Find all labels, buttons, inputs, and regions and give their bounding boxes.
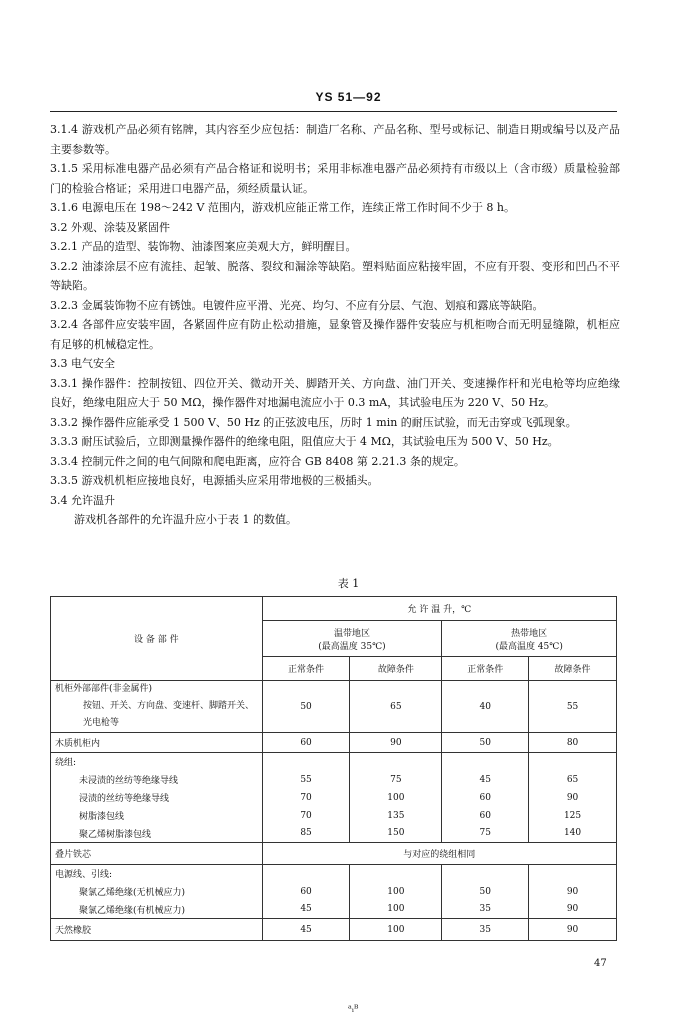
table-row: [51, 919, 617, 941]
cell-value: 65: [529, 771, 617, 789]
row-label: 聚氯乙烯绝缘(有机械应力): [51, 901, 263, 919]
cell-value: 90: [529, 789, 617, 807]
header-temperate-title: 温带地区: [333, 628, 370, 639]
cell-value: 65: [350, 681, 442, 733]
clause-3-1-6: 3.1.6 电源电压在 198～242 V 范围内，游戏机应能正常工作，连续正常工作时间不少于 8 h。: [50, 201, 515, 214]
cell-value: 100: [350, 901, 442, 919]
table-row: [51, 825, 617, 843]
row-label: 电源线、引线:: [51, 865, 263, 883]
row-label: 叠片铁芯: [51, 843, 263, 865]
row-subtitle: 按钮、开关、方向盘、变速杆、脚踏开关、光电枪等: [83, 701, 255, 728]
row-label: 浸渍的丝纺等绝缘导线: [51, 789, 263, 807]
table-row: [51, 753, 617, 771]
section-3-2-heading: 3.2 外观、涂装及紧固件: [50, 220, 170, 234]
table-row: [51, 807, 617, 825]
header-divider: [50, 111, 617, 112]
cell-value: 90: [350, 733, 442, 753]
document-header: YS 51—92: [315, 90, 382, 104]
table-row: [51, 771, 617, 789]
clause-3-1-5: 3.1.5 采用标准电器产品必须有产品合格证和说明书；采用非标准电器产品必须持有市级以上（含市级）质量检验部门的检验合格证；采用进口电器产品，须经质量认证。: [50, 162, 620, 195]
cell-value: 100: [350, 883, 442, 901]
row-label: 聚氯乙烯绝缘(无机械应力): [51, 883, 263, 901]
clause-3-3-3: 3.3.3 耐压试验后，立即测量操作器件的绝缘电阻，阻值应大于 4 MΩ，其试验电压为 500 V、50 Hz。: [50, 435, 559, 448]
cell-value: 75: [350, 771, 442, 789]
header-temperate: [262, 621, 442, 657]
header-allowed-rise: 允 许 温 升，℃: [262, 597, 616, 621]
temperature-rise-table: [50, 596, 617, 941]
cell-value: 45: [442, 771, 529, 789]
cell-value: 75: [442, 825, 529, 843]
row-label: 未浸渍的丝纺等绝缘导线: [51, 771, 263, 789]
cell-value: 与对应的绕组相同: [262, 843, 616, 865]
cell-value: 70: [262, 789, 350, 807]
cell-value: 60: [442, 789, 529, 807]
row-label: [51, 681, 263, 733]
clause-3-3-4: 3.3.4 控制元件之间的电气间隙和爬电距离，应符合 GB 8408 第 2.21.3 条的规定。: [50, 454, 465, 468]
header-tropical: [442, 621, 617, 657]
header-tropical-sub: (最高温度 45℃): [495, 641, 563, 652]
table-row: [51, 865, 617, 883]
table-row: [51, 843, 617, 865]
cell-value: 100: [350, 789, 442, 807]
cell-value: 85: [262, 825, 350, 843]
header-fault-tropical: 故障条件: [529, 657, 617, 681]
cell-value: 90: [529, 919, 617, 941]
cell-value: 140: [529, 825, 617, 843]
row-title: 机柜外部部件(非金属件): [55, 684, 153, 694]
table-row: [51, 901, 617, 919]
header-tropical-title: 热带地区: [511, 628, 548, 639]
row-label: 树脂漆包线: [51, 807, 263, 825]
clause-3-3-5: 3.3.5 游戏机机柜应接地良好，电源插头应采用带地极的三极插头。: [50, 474, 379, 487]
clause-3-3-1: 3.3.1 操作器件：控制按钮、四位开关、微动开关、脚踏开关、方向盘、油门开关、变速操作杆和光电枪等均应绝缘良好，绝缘电阻应大于 50 MΩ，操作器件对地漏电流应小于 0.3 mA，其试验电压为 220 V、50 Hz。: [50, 376, 620, 409]
cell-value: 60: [262, 883, 350, 901]
clause-3-4-text: 游戏机各部件的允许温升应小于表 1 的数值。: [74, 513, 297, 526]
cell-value: 35: [442, 901, 529, 919]
table-row: [51, 789, 617, 807]
header-normal-temperate: 正常条件: [262, 657, 350, 681]
cell-value: 45: [262, 901, 350, 919]
cell-value: 60: [442, 807, 529, 825]
cell-value: 50: [442, 733, 529, 753]
clause-3-2-3: 3.2.3 金属装饰物不应有锈蚀。电镀件应平滑、光亮、均匀、不应有分层、气泡、划痕和露底等缺陷。: [50, 298, 544, 312]
table-caption: 表 1: [337, 577, 360, 590]
cell-value: 60: [262, 733, 350, 753]
cell-value: 50: [442, 883, 529, 901]
row-label: 绕组:: [51, 753, 263, 771]
cell-value: 55: [262, 771, 350, 789]
document-body: [50, 120, 620, 530]
row-label: 木质机柜内: [51, 733, 263, 753]
header-fault-temperate: 故障条件: [350, 657, 442, 681]
clause-3-2-4: 3.2.4 各部件应安装牢固，各紧固件应有防止松动措施，显象管及操作器件安装应与机柜吻合而无明显缝隙，机柜应有足够的机械稳定性。: [50, 318, 620, 351]
table-row: [51, 733, 617, 753]
cell-value: 90: [529, 901, 617, 919]
cell-value: 90: [529, 883, 617, 901]
cell-value: 55: [529, 681, 617, 733]
scan-mark: ᵃᵢᴮ: [348, 1004, 359, 1015]
cell-value: 135: [350, 807, 442, 825]
cell-value: 150: [350, 825, 442, 843]
cell-value: 100: [350, 919, 442, 941]
clause-3-2-2: 3.2.2 油漆涂层不应有流挂、起皱、脱落、裂纹和漏涂等缺陷。塑料贴面应粘接牢固，不应有开裂、变形和凹凸不平等缺陷。: [50, 259, 620, 292]
section-3-4-heading: 3.4 允许温升: [50, 493, 115, 507]
cell-value: 80: [529, 733, 617, 753]
table-row: [51, 883, 617, 901]
section-3-3-heading: 3.3 电气安全: [50, 357, 115, 370]
clause-3-1-4: 3.1.4 游戏机产品必须有铭牌，其内容至少应包括：制造厂名称、产品名称、型号或标记、制造日期或编号以及产品主要参数等。: [50, 123, 620, 156]
clause-3-3-2: 3.3.2 操作器件应能承受 1 500 V、50 Hz 的正弦波电压，历时 1 min 的耐压试验，而无击穿或飞弧现象。: [50, 415, 577, 429]
cell-value: 35: [442, 919, 529, 941]
table-row: [51, 681, 617, 733]
clause-3-2-1: 3.2.1 产品的造型、装饰物、油漆图案应美观大方，鲜明醒目。: [50, 240, 357, 253]
row-label: 聚乙烯树脂漆包线: [51, 825, 263, 843]
header-part: 设 备 部 件: [51, 597, 263, 681]
cell-value: 50: [262, 681, 350, 733]
cell-value: 70: [262, 807, 350, 825]
header-normal-tropical: 正常条件: [442, 657, 529, 681]
header-temperate-sub: (最高温度 35℃): [318, 641, 386, 652]
page-number: 47: [594, 958, 607, 969]
cell-value: 45: [262, 919, 350, 941]
cell-value: 40: [442, 681, 529, 733]
cell-value: 125: [529, 807, 617, 825]
row-label: 天然橡胶: [51, 919, 263, 941]
